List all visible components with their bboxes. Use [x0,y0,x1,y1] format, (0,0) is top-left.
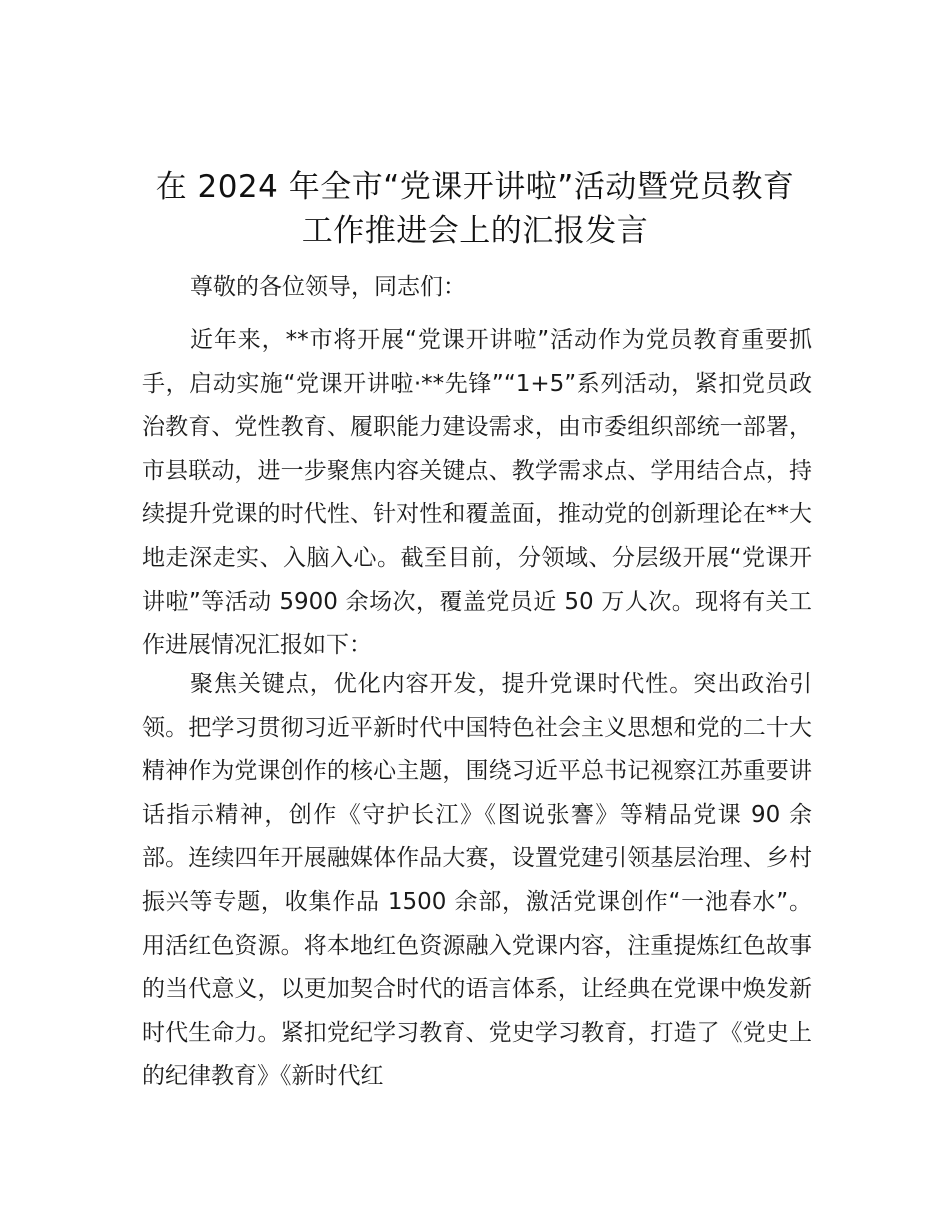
paragraph-block-1 [142,319,812,668]
body-paragraph-2: 聚焦关键点，优化内容开发，提升党课时代性。突出政治引领。把学习贯彻习近平新时代中国特色社会主义思想和党的二十大精神作为党课创作的核心主题，围绕习近平总书记视察江苏重要讲话指示精神，创作《守护长江》《图说张謇》等精品党课 90 余部。连续四年开展融媒体作品大赛，设置党建引领基层治理、乡村振兴等专题，收集作品 1500 余部，激活党课创作“一池春水”。用活红色资源。将本地红色资源融入党课内容，注重提炼红色故事的当代意义，以更加契合时代的语言体系，让经典在党课中焕发新时代生命力。紧扣党纪学习教育、党史学习教育，打造了《党史上的纪律教育》《新时代红 [142,671,812,1090]
salutation: 尊敬的各位领导，同志们： [190,274,466,300]
salutation-block [142,266,812,310]
paragraph-block-2 [142,663,812,1099]
body-paragraph-1: 近年来，**市将开展“党课开讲啦”活动作为党员教育重要抓手，启动实施“党课开讲啦·**先锋”“1+5”系列活动，紧扣党员政治教育、党性教育、履职能力建设需求，由市委组织部统一部署，市县联动，进一步聚焦内容关键点、教学需求点、学用结合点，持续提升党课的时代性、针对性和覆盖面，推动党的创新理论在**大地走深走实、入脑入心。截至目前，分领域、分层级开展“党课开讲啦”等活动 5900 余场次，覆盖党员近 50 万人次。现将有关工作进展情况汇报如下： [142,327,812,659]
document-title-line-1: 在 2024 年全市“党课开讲啦”活动暨党员教育 [155,169,795,205]
document-title-line-2: 工作推进会上的汇报发言 [301,213,649,249]
